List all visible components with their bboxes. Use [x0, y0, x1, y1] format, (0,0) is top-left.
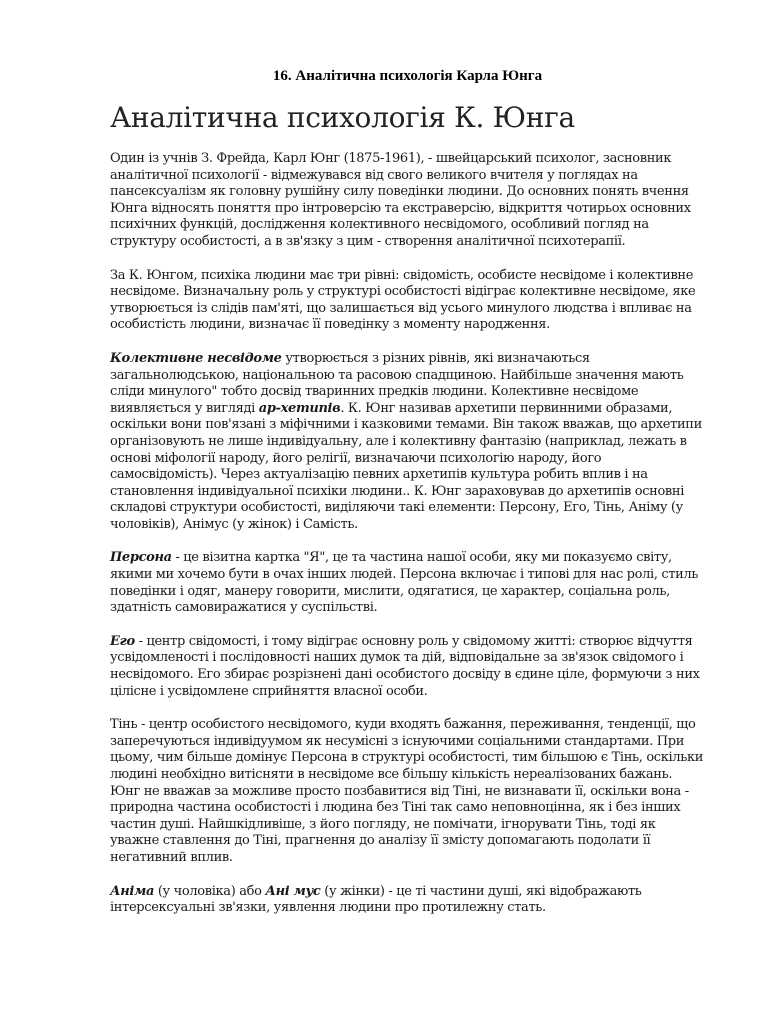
paragraph-collective-unconscious: [110, 351, 705, 534]
paragraph-shadow: Тінь - центр особистого несвідомого, куди входять бажання, переживання, тенденції, що заперечуються індивідуумом як несумісні з існуючими соціальними стандартами. При цьому, чим більше домінує Персона в структурі особистості, тим більшою є Тінь, оскільки людині необхідно витісняти в несвідоме все більшу кількість нереалізованих бажань. Юнг не вважав за можливе просто позбавитися від Тіні, не визнавати її, оскільки вона - природна частина особистості і людина без Тіні так само неповноцінна, як і без інших частин душі. Найшкідливіше, з його погляду, не помічати, ігнорувати Тінь, тоді як уважне ставлення до Тіні, прагнення до аналізу її змісту допомагають подолати її негативний вплив.: [110, 717, 704, 865]
term-archetypes: ар-хетипів: [258, 400, 341, 416]
term-ego: Его: [110, 633, 135, 649]
paragraph-psyche-levels: За К. Юнгом, психіка людини має три рівні: свідомість, особисте несвідоме і колективне несвідоме. Визначальну роль у структурі особистості відіграє колективне несвідоме, яке утворюється із слідів пам'яті, що залишається від усього минулого людства і впливає на особистість людини, визначає її поведінку з моменту народження.: [110, 267, 696, 333]
paragraph-text: - це візитна картка "Я", це та частина нашої особи, яку ми показуємо світу, якими ми хочемо бути в очах інших людей. Персона включає і типові для нас ролі, стиль поведінки і одяг, манеру говорити, мислити, одягатися, це характер, соціальна роль, здатність самовиражатися у суспільстві.: [110, 550, 699, 616]
paragraph-text: (у жінки) - це ті частини душі, які відображають інтерсексуальні зв'язки, уявлення людини про протилежну стать.: [110, 883, 642, 916]
paragraph-text: . К. Юнг називав архетипи первинними образами, оскільки вони пов'язані з міфічними і казковими темами. Він також вважав, що архетипи організовують не лише індивідуальну, але і колективну фантазію (наприклад, лежать в основі міфології народу, його релігії, визначаючи психологію народу, його самосвідомість). Через актуалізацію певних архетипів культура робить вплив і на становлення індивідуальної психіки людини.. К. Юнг зараховував до архетипів основні складові структури особистості, виділяючи такі елементи: Персону, Его, Тінь, Аніму (у чоловіків), Анімус (у жінок) і Самість.: [110, 400, 702, 532]
paragraph-anima-animus: [110, 884, 705, 917]
term-animus: Ані мус: [265, 883, 321, 899]
lecture-heading: 16. Аналітична психологія Карла Юнга: [272, 68, 543, 84]
paragraph-text: утворюється з різних рівнів, які визначаються загальнолюдською, національною та расовою спадщиною. Найбільше значення мають сліди минулого" тобто досвід тваринних предків людини. Колективне несвідоме виявляється у вигляді: [110, 350, 684, 416]
term-persona: Персона: [110, 550, 172, 566]
paragraph-intro: Один із учнів З. Фрейда, Карл Юнг (1875-1961), - швейцарський психолог, засновник аналітичної психології - відмежувався від свого великого вчителя у поглядах на пансексуалізм як головну рушійну силу поведінки людини. До основних понять вчення Юнга відносять поняття про інтроверсію та екстраверсію, відкриття чотирьох основних психічних функцій, дослідження колективного несвідомого, особливий погляд на структуру особистості, а в зв'язку з цим - створення аналітичної психотерапії.: [110, 151, 691, 249]
paragraph-persona: [110, 550, 705, 616]
paragraph-ego: [110, 634, 705, 700]
document-page: [110, 68, 705, 934]
page-title: Аналітична психологія К. Юнга: [110, 101, 575, 134]
term-anima: Аніма: [110, 883, 155, 899]
paragraph-text: (у чоловіка) або: [154, 883, 266, 899]
term-collective-unconscious: Колективне несвідоме: [110, 350, 282, 366]
paragraph-text: - центр свідомості, і тому відіграє основну роль у свідомому житті: створює відчуття усвідомленості і послідовності наших думок та дій, відповідальне за зв'язок свідомого і несвідомого. Его збирає розрізнені дані особистого досвіду в єдине ціле, формуючи з них цілісне і усвідомлене сприйняття власної особи.: [110, 633, 700, 699]
